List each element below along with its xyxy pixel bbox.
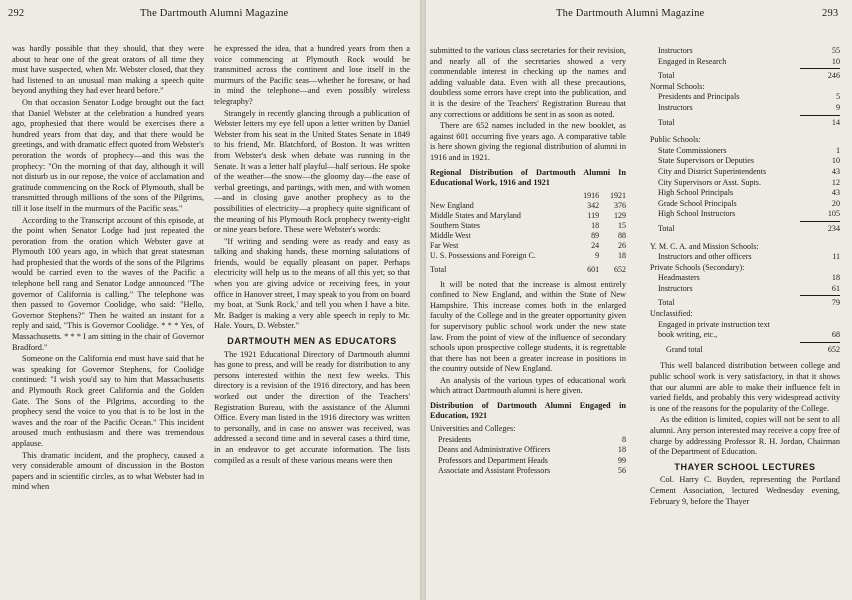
section-heading-educators: DARTMOUTH MEN AS EDUCATORS <box>227 336 397 347</box>
left-page-number: 292 <box>8 8 25 19</box>
table-row <box>430 251 626 261</box>
right-running-head: The Dartmouth Alumni Magazine <box>556 8 705 19</box>
list-item: State Supervisors or Deputies 10 <box>658 156 840 166</box>
table-total-label: Total <box>430 264 447 274</box>
distribution-list-continued <box>650 46 840 355</box>
table-cell-region: Middle West <box>430 230 471 240</box>
right-page <box>426 0 852 600</box>
left-column-1 <box>12 44 204 494</box>
list-item: Presidents 8 <box>438 434 626 444</box>
table-cell-region: Middle States and Maryland <box>430 210 521 220</box>
list-item: Headmasters 18 <box>658 273 840 283</box>
table-cell-value: 129 <box>614 210 626 220</box>
table-total-value: 652 <box>614 264 626 274</box>
table-cell-value: 119 <box>587 210 600 220</box>
subtotal-row: Total 246 <box>658 71 840 81</box>
right-column-1 <box>430 46 626 477</box>
subtotal-row: Total 79 <box>658 298 840 308</box>
table-cell-value: 89 <box>591 230 600 240</box>
paragraph: According to the Transcript account of this episode, at the point when Senator Lodge had just repeated the peroration from the oration which Webster gave at Plymouth 100 years ago, in which that great statesman had prophesied that the words of the sons of the Pilgrims would be carried even to the waves of the Pacific a telephone bell rang and Senator Lodge announced "The governor of California is calling." The telephone was then passed to Governor Coolidge, who said: "Hello, Governor Stephens?" Then he waited an instant for a reply and said, "This is Governor Coolidge. * * * Yes, of Massachusetts. * * * I am sitting in the chair of Governor Bradford." <box>12 215 204 352</box>
table-header-year: 1921 <box>610 190 626 200</box>
table-row <box>430 231 626 241</box>
list-item: High School Instructors 105 <box>658 209 840 219</box>
paragraph: An analysis of the various types of educational work which attract Dartmouth alumni is here given. <box>430 375 626 396</box>
right-column-2 <box>650 46 840 508</box>
table-cell-value: 26 <box>618 240 626 250</box>
table-row <box>430 241 626 251</box>
section-heading-thayer: THAYER SCHOOL LECTURES <box>674 461 816 472</box>
paragraph: There are 652 names included in the new booklet, as against 601 occurring five years ago. A comparative table is here shown giving the regional distribution of alumni in 1916 and in 1921. <box>430 121 626 162</box>
paragraph: It will be noted that the increase is almost entirely confined to New England, and within the State of New Hampshire. This increase comes both in the enlarged faculty of the College and in the greater opportunity given for supervisory public school work under the new state law. From the point of view of the influence of secondary schools upon prospective college students, it is regrettable that there has not been a greater increase in positions in the country outside of New England. <box>430 279 626 374</box>
paragraph: "If writing and sending were as ready and easy as talking and shaking hands, these morning salutations of friends, would be equally pleasant on paper. Perhaps electricity will help us to the means of all this yet; so that when you are giving advice or receiving fees, in your office in Hanover street, I may speak to you from on board my boat, at 'Sunk Rock,' and tell you when I have a bite. Mr. Badger is making a very able speech in reply to Mr. Hale. Yours, D. Webster." <box>214 236 410 331</box>
table-title-distribution: Distribution of Dartmouth Alumni Engaged in Education, 1921 <box>430 401 626 421</box>
right-page-number: 293 <box>822 8 839 19</box>
group-heading: Universities and Colleges: <box>430 424 516 434</box>
paragraph: Someone on the California end must have said that he was speaking for Governor Stephens, for Coolidge continued: "I wish you'd say to him that Massachusetts and Plymouth Rock greet California and the Golden Gate. The Sons of the Pilgrims, according to the prophecy send the voice to you that is to be lost in the waves and the roar of the Pacific Ocean." This incident aroused much enthusiasm and there was tremendous applause. <box>12 354 204 448</box>
paragraph: This well balanced distribution between college and public school work is very satisfactory, in that it shows that our alumni are able to make their influence felt in varied fields, and probably this very widespread activity is one of the reasons for the popularity of the College. <box>650 361 840 413</box>
group-heading: Public Schools: <box>650 135 701 145</box>
paragraph: Strangely in recently glancing through a publication of Webster letters my eye fell upon a letter written by Daniel Webster from his seat in the United States Senate in 1849 to his friend, Mr. Blatchford, of Boston. It was written from Webster's desk when debate was running in the Senate. It was a letter half playful—half serious. He spoke of the weather—the snow—the gloomy day—the ease of verbal greetings, and partings, with men, and with women—and in closing gave another prophecy as to the possibilities of electricity—a prophecy quite significant of the meaning of his Plymouth Rock prophecy twenty-eight or nine years before. These were Webster's words: <box>214 108 410 235</box>
paragraph: On that occasion Senator Lodge brought out the fact that Daniel Webster at the celebration a hundred years ago, prophesied that there would be exercises there a hundred years from that day, and that there would be greetings, and with dramatic effect quoted from Webster's peroration the words of prophecy—and this was the prophecy: "On the morning of that day, although it will not disturb us in our repose, the voice of acclamation and gratitude commencing on the Rock of Plymouth, shall be transmitted through millions of the sons of the Pilgrims, till it lose itself in the murmurs of the Pacific seas." <box>12 97 204 213</box>
paragraph: Col. Harry C. Boyden, representing the Portland Cement Association, lectured Wednesday evening, February 9, before the Thayer <box>650 475 840 506</box>
table-cell-value: 15 <box>618 220 626 230</box>
table-row <box>430 211 626 221</box>
table-title-regional: Regional Distribution of Dartmouth Alumni In Educational Work, 1916 and 1921 <box>430 167 626 187</box>
list-item: Instructors 9 <box>658 102 840 112</box>
list-item: Instructors and other officers 11 <box>658 252 840 262</box>
table-header-year: 1916 <box>583 190 600 200</box>
list-item: book writing, etc., 68 <box>658 330 840 340</box>
subtotal-row: Total 234 <box>658 223 840 233</box>
regional-distribution-table <box>430 191 626 275</box>
table-cell-value: 88 <box>618 230 626 240</box>
table-cell-value: 18 <box>618 250 626 260</box>
paragraph: submitted to the various class secretaries for their revision, and nearly all of the secretaries showed a very commendable interest in checking up the names and adding valuable data. Even with all these precautions, doubtless some errors have crept into the publication, and it is the desire of the Teachers' Registration Bureau that any corrections or additions be sent in as soon as noted. <box>430 46 626 119</box>
list-item: City Supervisors or Asst. Supts. 12 <box>658 177 840 187</box>
list-item: Grade School Principals 20 <box>658 198 840 208</box>
list-item: Deans and Administrative Officers 18 <box>438 445 626 455</box>
paragraph: was hardly possible that they should, that they were about to hear one of the great orators of all time they must have suspected, when Mr. Webster closed, that they had listened to an unusual man making a speech quite beyond anything they had ever heard before." <box>12 44 204 96</box>
list-item: High School Principals 43 <box>658 188 840 198</box>
list-item: Professors and Department Heads 99 <box>438 455 626 465</box>
list-item: Engaged in Research 10 <box>658 56 840 66</box>
group-heading: Private Schools (Secondary): <box>650 262 745 272</box>
table-cell-region: New England <box>430 200 474 210</box>
table-cell-value: 342 <box>587 200 600 210</box>
table-row <box>430 201 626 211</box>
table-cell-region: U. S. Possessions and Foreign C. <box>430 250 536 260</box>
list-item: State Commissioners 1 <box>658 145 840 155</box>
table-total-value: 601 <box>587 264 600 274</box>
list-item: Instructors 55 <box>658 46 840 55</box>
left-page <box>0 0 420 600</box>
list-item: Engaged in private instruction text <box>658 319 770 329</box>
table-cell-region: Southern States <box>430 220 480 230</box>
paragraph: The 1921 Educational Directory of Dartmouth alumni has gone to press, and will be ready for distribution to any persons interested within the next few weeks. This directory is a revision of the 1916 directory, and has been worked out under the direction of the Teachers' Registration Bureau, with the assistance of the Alumni Office. Every man listed in the 1916 directory was written to personally, and in case no answer was received, was addressed a second time and in several cases a third time, in an endeavor to get accurate information. The lists compiled as a result of these various means were then <box>214 349 410 465</box>
grand-total-row: Grand total 652 <box>666 344 840 354</box>
group-heading: Unclassified: <box>650 309 693 319</box>
list-item: Instructors 61 <box>658 283 840 293</box>
subtotal-row: Total 14 <box>658 117 840 127</box>
distribution-list <box>430 424 626 477</box>
table-cell-value: 9 <box>595 250 600 260</box>
table-row <box>430 221 626 231</box>
paragraph: As the edition is limited, copies will not be sent to all alumni. Any person interested may receive a copy free of charge by addressing Professor R. H. Jordan, Chairman of the Department of Education. <box>650 415 840 457</box>
paragraph: This dramatic incident, and the prophecy, caused a very considerable amount of discussion in the Boston papers and in scientific circles, as to what Webster had in mind when <box>12 450 204 492</box>
group-heading: Normal Schools: <box>650 81 705 91</box>
paragraph: he expressed the idea, that a hundred years from then a voice commencing at Plymouth Rock would be transmitted across the continent and lose itself in the murmurs of the Pacific seas—whether he foresaw, or had in mind the telephone—and even possibly wireless telegraphy? <box>214 44 410 106</box>
group-heading: Y. M. C. A. and Mission Schools: <box>650 241 759 251</box>
table-cell-value: 24 <box>591 240 600 250</box>
left-column-2 <box>214 44 410 467</box>
list-item: City and District Superintendents 43 <box>658 166 840 176</box>
list-item: Associate and Assistant Professors 56 <box>438 466 626 476</box>
table-cell-value: 376 <box>614 200 626 210</box>
list-item: Presidents and Principals 5 <box>658 92 840 102</box>
table-cell-value: 18 <box>591 220 600 230</box>
table-cell-region: Far West <box>430 240 459 250</box>
left-running-head: The Dartmouth Alumni Magazine <box>140 8 289 19</box>
